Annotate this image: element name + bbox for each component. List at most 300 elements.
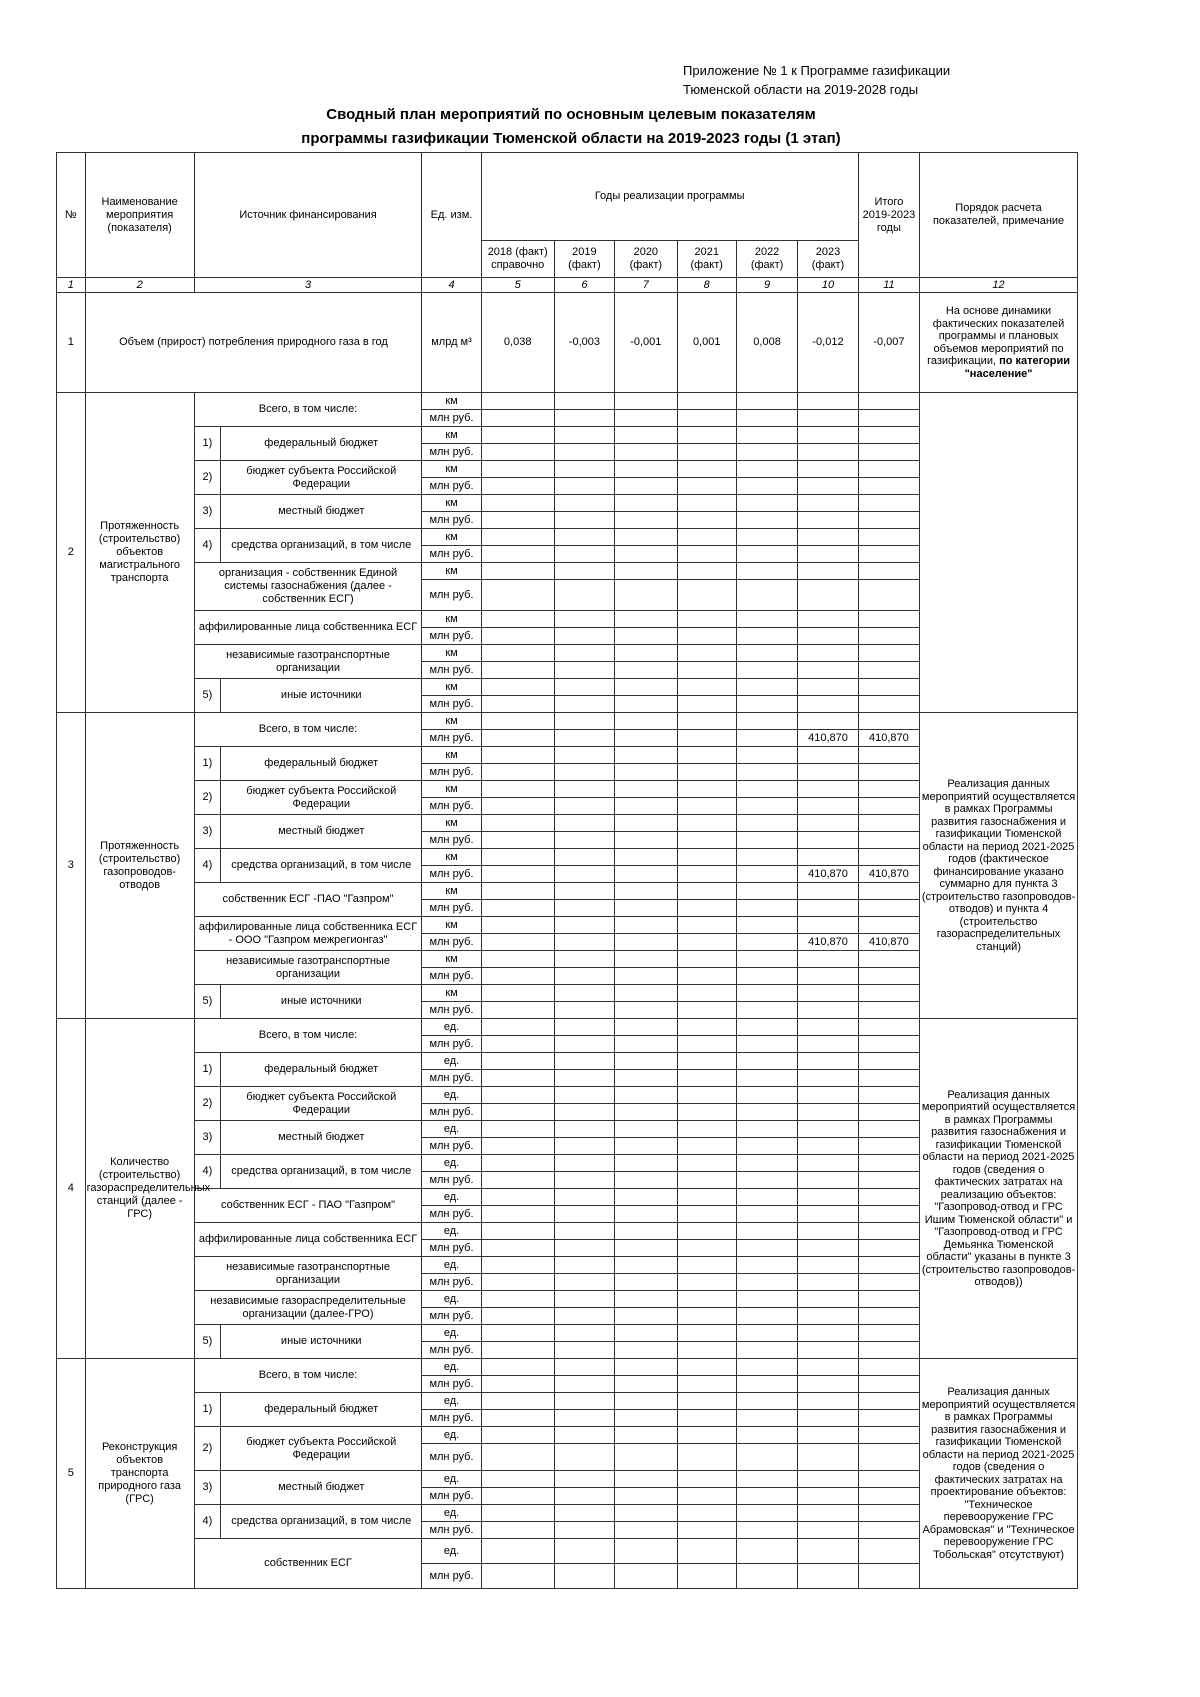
empty-cell — [481, 512, 554, 529]
empty-cell — [615, 645, 677, 662]
empty-cell — [554, 563, 614, 580]
empty-cell — [677, 410, 736, 427]
empty-cell — [554, 628, 614, 645]
empty-cell — [554, 1138, 614, 1155]
empty-cell — [798, 1325, 858, 1342]
colnum: 3 — [194, 278, 422, 293]
empty-cell — [554, 764, 614, 781]
empty-cell — [481, 798, 554, 815]
empty-cell — [554, 985, 614, 1002]
empty-cell — [858, 546, 919, 563]
empty-cell — [615, 1036, 677, 1053]
empty-cell — [798, 1274, 858, 1291]
empty-cell — [481, 662, 554, 679]
unit-cell: км — [422, 679, 481, 696]
value-cell: 410,870 — [798, 866, 858, 883]
empty-cell — [736, 393, 797, 410]
unit-cell: км — [422, 747, 481, 764]
empty-cell — [615, 1342, 677, 1359]
row1-2020: -0,001 — [615, 293, 677, 393]
empty-cell — [481, 1121, 554, 1138]
empty-cell — [615, 1291, 677, 1308]
empty-cell — [736, 1087, 797, 1104]
empty-cell — [736, 1564, 797, 1589]
section-5 — [57, 1359, 1078, 1589]
empty-cell — [481, 1308, 554, 1325]
empty-cell — [798, 747, 858, 764]
empty-cell — [554, 645, 614, 662]
source-index: 3) — [194, 815, 220, 849]
empty-cell — [736, 611, 797, 628]
empty-cell — [615, 662, 677, 679]
empty-cell — [554, 1002, 614, 1019]
unit-cell: км — [422, 815, 481, 832]
unit-cell: млн руб. — [422, 1522, 481, 1539]
unit-cell: ед. — [422, 1223, 481, 1240]
empty-cell — [798, 832, 858, 849]
empty-cell — [481, 832, 554, 849]
empty-cell — [481, 645, 554, 662]
source-label: бюджет субъекта Российской Федерации — [221, 1427, 422, 1471]
empty-cell — [798, 1410, 858, 1427]
empty-cell — [798, 1070, 858, 1087]
empty-cell — [858, 832, 919, 849]
source-label: местный бюджет — [221, 815, 422, 849]
header-2020: 2020 (факт) — [615, 241, 677, 278]
empty-cell — [554, 866, 614, 883]
empty-cell — [858, 1564, 919, 1589]
source-label: федеральный бюджет — [221, 747, 422, 781]
section-note: Реализация данных мероприятий осуществляется в рамках Программы развития газоснабжения и газификации Тюменской области на период 2021-2025 годов (сведения о фактических затратах на реализацию объектов: "Газопровод-отвод и ГРС Ишим Тюменской области" и "Газопровод-отвод и ГРС Демьянка Тюменской области" указаны в пункте 3 (строительство газопроводов-отводов)) — [920, 1019, 1078, 1359]
empty-cell — [554, 1206, 614, 1223]
empty-cell — [554, 1427, 614, 1444]
unit-cell: км — [422, 917, 481, 934]
source-label: аффилированные лица собственника ЕСГ — [194, 1223, 422, 1257]
unit-cell: млн руб. — [422, 968, 481, 985]
empty-cell — [481, 495, 554, 512]
empty-cell — [798, 1308, 858, 1325]
empty-cell — [481, 679, 554, 696]
empty-cell — [677, 1172, 736, 1189]
empty-cell — [677, 1376, 736, 1393]
empty-cell — [554, 410, 614, 427]
source-label: Всего, в том числе: — [194, 393, 422, 427]
unit-cell: ед. — [422, 1359, 481, 1376]
empty-cell — [677, 1070, 736, 1087]
empty-cell — [798, 1053, 858, 1070]
unit-cell: км — [422, 611, 481, 628]
empty-cell — [798, 1155, 858, 1172]
empty-cell — [481, 1342, 554, 1359]
source-label: Всего, в том числе: — [194, 1359, 422, 1393]
empty-cell — [798, 1189, 858, 1206]
empty-cell — [736, 1325, 797, 1342]
section-note: Реализация данных мероприятий осуществляется в рамках Программы развития газоснабжения и газификации Тюменской области на период 2021-2025 годов (сведения о фактических затратах на проектирование объектов: "Техническое перевооружение ГРС Абрамовская" и "Техническое перевооружение ГРС Тобольская" отсутствуют) — [920, 1359, 1078, 1589]
source-label: собственник ЕСГ — [194, 1539, 422, 1589]
empty-cell — [677, 512, 736, 529]
empty-cell — [858, 1376, 919, 1393]
empty-cell — [858, 917, 919, 934]
empty-cell — [554, 696, 614, 713]
empty-cell — [554, 1359, 614, 1376]
header-source: Источник финансирования — [194, 153, 422, 278]
unit-cell: ед. — [422, 1393, 481, 1410]
empty-cell — [798, 495, 858, 512]
empty-cell — [798, 628, 858, 645]
source-index: 3) — [194, 1121, 220, 1155]
empty-cell — [858, 1488, 919, 1505]
title-line-1: Сводный план мероприятий по основным целевым показателям — [326, 106, 816, 123]
empty-cell — [677, 1240, 736, 1257]
empty-cell — [615, 444, 677, 461]
empty-cell — [736, 1393, 797, 1410]
empty-cell — [677, 934, 736, 951]
empty-cell — [615, 1155, 677, 1172]
unit-cell: км — [422, 849, 481, 866]
empty-cell — [736, 1505, 797, 1522]
empty-cell — [615, 1488, 677, 1505]
empty-cell — [677, 546, 736, 563]
empty-cell — [677, 1522, 736, 1539]
section-number: 5 — [57, 1359, 86, 1589]
header-2023: 2023 (факт) — [798, 241, 858, 278]
empty-cell — [798, 1036, 858, 1053]
empty-cell — [554, 1291, 614, 1308]
empty-cell — [554, 495, 614, 512]
empty-cell — [615, 1505, 677, 1522]
empty-cell — [798, 917, 858, 934]
empty-cell — [736, 917, 797, 934]
empty-cell — [554, 1539, 614, 1564]
empty-cell — [615, 1564, 677, 1589]
empty-cell — [554, 611, 614, 628]
unit-cell: млн руб. — [422, 866, 481, 883]
empty-cell — [798, 1427, 858, 1444]
empty-cell — [798, 1471, 858, 1488]
empty-cell — [481, 628, 554, 645]
empty-cell — [615, 900, 677, 917]
empty-cell — [798, 1564, 858, 1589]
empty-cell — [481, 478, 554, 495]
empty-cell — [798, 1223, 858, 1240]
empty-cell — [615, 1121, 677, 1138]
empty-cell — [554, 1104, 614, 1121]
empty-cell — [554, 917, 614, 934]
empty-cell — [615, 1240, 677, 1257]
empty-cell — [554, 679, 614, 696]
empty-cell — [677, 611, 736, 628]
empty-cell — [736, 495, 797, 512]
section-number: 2 — [57, 393, 86, 713]
empty-cell — [615, 1393, 677, 1410]
source-label: средства организаций, в том числе — [221, 849, 422, 883]
empty-cell — [615, 410, 677, 427]
colnum: 10 — [798, 278, 858, 293]
empty-cell — [858, 764, 919, 781]
unit-cell: млн руб. — [422, 1172, 481, 1189]
empty-cell — [554, 1410, 614, 1427]
empty-cell — [481, 1206, 554, 1223]
empty-cell — [798, 1342, 858, 1359]
unit-cell: млн руб. — [422, 1444, 481, 1471]
empty-cell — [798, 1138, 858, 1155]
row1-unit: млрд м³ — [422, 293, 481, 393]
empty-cell — [858, 985, 919, 1002]
source-label: независимые газотранспортные организации — [194, 1257, 422, 1291]
source-label: иные источники — [221, 1325, 422, 1359]
unit-cell: км — [422, 427, 481, 444]
value-cell: 410,870 — [798, 730, 858, 747]
empty-cell — [736, 730, 797, 747]
empty-cell — [615, 1376, 677, 1393]
empty-cell — [736, 679, 797, 696]
unit-cell: млн руб. — [422, 628, 481, 645]
empty-cell — [798, 951, 858, 968]
empty-cell — [554, 461, 614, 478]
empty-cell — [615, 849, 677, 866]
empty-cell — [736, 563, 797, 580]
empty-cell — [736, 1155, 797, 1172]
empty-cell — [736, 747, 797, 764]
empty-cell — [798, 1376, 858, 1393]
colnum: 4 — [422, 278, 481, 293]
unit-cell: млн руб. — [422, 764, 481, 781]
empty-cell — [677, 427, 736, 444]
source-label: независимые газотранспортные организации — [194, 951, 422, 985]
empty-cell — [554, 1505, 614, 1522]
empty-cell — [677, 1121, 736, 1138]
colnum: 2 — [85, 278, 194, 293]
empty-cell — [858, 798, 919, 815]
empty-cell — [858, 1087, 919, 1104]
empty-cell — [615, 393, 677, 410]
source-index: 4) — [194, 1505, 220, 1539]
empty-cell — [736, 1121, 797, 1138]
unit-cell: ед. — [422, 1291, 481, 1308]
empty-cell — [554, 798, 614, 815]
colnum: 8 — [677, 278, 736, 293]
empty-cell — [858, 1393, 919, 1410]
empty-cell — [554, 1189, 614, 1206]
empty-cell — [858, 1138, 919, 1155]
empty-cell — [481, 1505, 554, 1522]
empty-cell — [798, 713, 858, 730]
empty-cell — [858, 1342, 919, 1359]
empty-cell — [736, 1240, 797, 1257]
section-3 — [57, 713, 1078, 1019]
empty-cell — [554, 1342, 614, 1359]
empty-cell — [858, 1291, 919, 1308]
empty-cell — [858, 393, 919, 410]
empty-cell — [554, 1036, 614, 1053]
empty-cell — [858, 1002, 919, 1019]
empty-cell — [798, 1104, 858, 1121]
empty-cell — [736, 1138, 797, 1155]
unit-cell: км — [422, 461, 481, 478]
empty-cell — [554, 815, 614, 832]
unit-cell: ед. — [422, 1155, 481, 1172]
empty-cell — [736, 478, 797, 495]
empty-cell — [615, 1257, 677, 1274]
empty-cell — [736, 444, 797, 461]
empty-cell — [615, 764, 677, 781]
empty-cell — [481, 1087, 554, 1104]
empty-cell — [481, 529, 554, 546]
empty-cell — [615, 478, 677, 495]
empty-cell — [677, 1257, 736, 1274]
empty-cell — [736, 1427, 797, 1444]
empty-cell — [615, 1053, 677, 1070]
empty-cell — [554, 444, 614, 461]
unit-cell: ед. — [422, 1053, 481, 1070]
empty-cell — [798, 1087, 858, 1104]
source-index: 1) — [194, 747, 220, 781]
source-index: 5) — [194, 679, 220, 713]
empty-cell — [481, 900, 554, 917]
source-index: 4) — [194, 529, 220, 563]
empty-cell — [736, 934, 797, 951]
empty-cell — [736, 781, 797, 798]
empty-cell — [481, 427, 554, 444]
empty-cell — [798, 529, 858, 546]
empty-cell — [481, 1427, 554, 1444]
value-cell: 410,870 — [858, 730, 919, 747]
source-label: иные источники — [221, 679, 422, 713]
source-label: федеральный бюджет — [221, 427, 422, 461]
value-cell: 410,870 — [798, 934, 858, 951]
source-label: собственник ЕСГ -ПАО "Газпром" — [194, 883, 422, 917]
source-label: бюджет субъекта Российской Федерации — [221, 1087, 422, 1121]
empty-cell — [677, 1002, 736, 1019]
unit-cell: млн руб. — [422, 696, 481, 713]
empty-cell — [858, 1240, 919, 1257]
empty-cell — [615, 1410, 677, 1427]
empty-cell — [858, 1121, 919, 1138]
empty-cell — [677, 900, 736, 917]
empty-cell — [858, 1036, 919, 1053]
empty-cell — [736, 1522, 797, 1539]
unit-cell: млн руб. — [422, 1376, 481, 1393]
empty-cell — [677, 580, 736, 611]
empty-cell — [481, 1522, 554, 1539]
empty-cell — [554, 478, 614, 495]
empty-cell — [858, 968, 919, 985]
unit-cell: ед. — [422, 1257, 481, 1274]
empty-cell — [736, 427, 797, 444]
source-label: местный бюджет — [221, 1121, 422, 1155]
source-index: 5) — [194, 985, 220, 1019]
empty-cell — [554, 781, 614, 798]
empty-cell — [677, 951, 736, 968]
unit-cell: млн руб. — [422, 1104, 481, 1121]
empty-cell — [615, 1138, 677, 1155]
source-label: федеральный бюджет — [221, 1053, 422, 1087]
empty-cell — [677, 968, 736, 985]
empty-cell — [736, 696, 797, 713]
empty-cell — [736, 713, 797, 730]
empty-cell — [615, 628, 677, 645]
empty-cell — [798, 662, 858, 679]
empty-cell — [615, 696, 677, 713]
empty-cell — [858, 478, 919, 495]
unit-cell: км — [422, 645, 481, 662]
source-label: аффилированные лица собственника ЕСГ - ООО "Газпром межрегионгаз" — [194, 917, 422, 951]
empty-cell — [615, 461, 677, 478]
empty-cell — [677, 849, 736, 866]
empty-cell — [677, 1189, 736, 1206]
empty-cell — [615, 730, 677, 747]
source-index: 2) — [194, 781, 220, 815]
colnum: 6 — [554, 278, 614, 293]
header-name: Наименование мероприятия (показателя) — [85, 153, 194, 278]
empty-cell — [736, 815, 797, 832]
empty-cell — [798, 985, 858, 1002]
source-label: местный бюджет — [221, 495, 422, 529]
source-label: средства организаций, в том числе — [221, 1155, 422, 1189]
empty-cell — [677, 645, 736, 662]
empty-cell — [677, 1393, 736, 1410]
empty-cell — [736, 1104, 797, 1121]
empty-cell — [677, 815, 736, 832]
empty-cell — [615, 495, 677, 512]
unit-cell: км — [422, 713, 481, 730]
source-label: организация - собственник Единой системы газоснабжения (далее - собственник ЕСГ) — [194, 563, 422, 611]
empty-cell — [554, 427, 614, 444]
empty-cell — [677, 1359, 736, 1376]
empty-cell — [677, 713, 736, 730]
value-cell: 410,870 — [858, 934, 919, 951]
empty-cell — [798, 1291, 858, 1308]
empty-cell — [677, 798, 736, 815]
empty-cell — [554, 1121, 614, 1138]
unit-cell: млн руб. — [422, 662, 481, 679]
unit-cell: млн руб. — [422, 444, 481, 461]
empty-cell — [736, 900, 797, 917]
source-label: независимые газотранспортные организации — [194, 645, 422, 679]
unit-cell: ед. — [422, 1471, 481, 1488]
colnum: 9 — [736, 278, 797, 293]
empty-cell — [798, 1539, 858, 1564]
empty-cell — [858, 1359, 919, 1376]
empty-cell — [481, 1189, 554, 1206]
unit-cell: км — [422, 563, 481, 580]
empty-cell — [554, 1172, 614, 1189]
empty-cell — [481, 444, 554, 461]
empty-cell — [481, 563, 554, 580]
empty-cell — [736, 883, 797, 900]
header-2019: 2019 (факт) — [554, 241, 614, 278]
appendix-line-1: Приложение № 1 к Программе газификации — [683, 63, 951, 78]
empty-cell — [736, 985, 797, 1002]
empty-cell — [615, 1087, 677, 1104]
empty-cell — [554, 1308, 614, 1325]
empty-cell — [677, 662, 736, 679]
empty-cell — [554, 580, 614, 611]
empty-cell — [798, 478, 858, 495]
empty-cell — [615, 713, 677, 730]
empty-cell — [858, 747, 919, 764]
empty-cell — [554, 529, 614, 546]
colnum: 7 — [615, 278, 677, 293]
empty-cell — [798, 1505, 858, 1522]
empty-cell — [736, 1376, 797, 1393]
source-index: 4) — [194, 1155, 220, 1189]
empty-cell — [615, 679, 677, 696]
empty-cell — [677, 730, 736, 747]
empty-cell — [677, 563, 736, 580]
empty-cell — [858, 461, 919, 478]
empty-cell — [677, 781, 736, 798]
